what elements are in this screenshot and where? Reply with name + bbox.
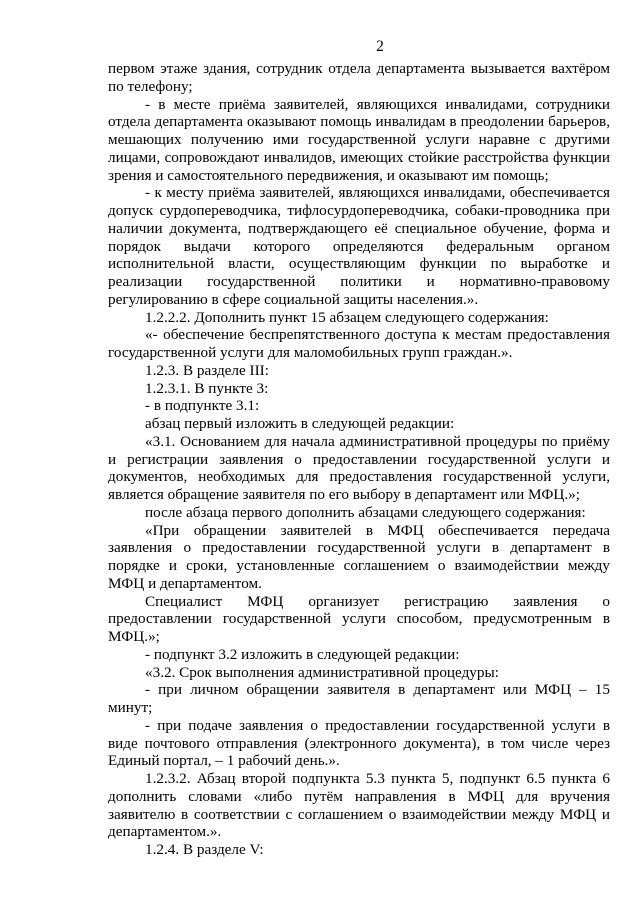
paragraph-quote: «При обращении заявителей в МФЦ обеспечивается передача заявления о предоставлении государственной услуги в департамент в порядке и сроки, установленные соглашением о взаимодействии между МФЦ и департаментом. — [108, 521, 610, 592]
paragraph-list-item: - в месте приёма заявителей, являющихся инвалидами, сотрудники отдела департамента оказывают помощь инвалидам в преодолении барьеров, мешающих получению ими государственной услуги наравне с другими лицами, сопровождают инвалидов, имеющих стойкие расстройства функции зрения и самостоятельного передвижения, и оказывают им помощь; — [108, 95, 610, 184]
page-number: 2 — [376, 38, 384, 55]
paragraph-clause: 1.2.2.2. Дополнить пункт 15 абзацем следующего содержания: — [145, 308, 549, 326]
paragraph-list-item: - в подпункте 3.1: — [145, 397, 260, 415]
paragraph-clause: 1.2.3.1. В пункте 3: — [145, 379, 269, 397]
paragraph-clause: 1.2.4. В разделе V: — [145, 841, 264, 858]
paragraph-list-item: - при личном обращении заявителя в департамент или МФЦ – 15 минут; — [108, 681, 610, 716]
paragraph-text: Специалист МФЦ организует регистрацию заявления о предоставлении государственной услуги способом, предусмотренным в МФЦ.»; — [108, 592, 610, 645]
paragraph-list-item: - к месту приёма заявителей, являющихся инвалидами, обеспечивается допуск сурдопереводчика, тифлосурдопереводчика, собаки-проводника при наличии документа, подтверждающего её специальное обучение, форма и порядок выдачи которого определяются федеральным органом исполнительной власти, осуществляющим функции по выработке и реализации государственной политики и нормативно-правовому регулированию в сфере социальной защиты населения.». — [108, 184, 610, 308]
paragraph-list-item: - подпункт 3.2 изложить в следующей редакции: — [145, 645, 460, 663]
paragraph-quote: «3.1. Основанием для начала административной процедуры по приёму и регистрации заявления о предоставлении государственной услуги и документов, необходимых для предоставления государственной услуги, является обращение заявителя по его выбору в департамент или МФЦ.»; — [108, 432, 610, 503]
paragraph-quote: «- обеспечение беспрепятственного доступа к местам предоставления государственной услуги для маломобильных групп граждан.». — [108, 326, 610, 361]
paragraph-text: абзац первый изложить в следующей редакции: — [145, 415, 455, 432]
paragraph-quote: «3.2. Срок выполнения административной процедуры: — [145, 663, 499, 681]
document-body — [108, 60, 610, 859]
paragraph-clause: 1.2.3.2. Абзац второй подпункта 5.3 пункта 5, подпункт 6.5 пункта 6 дополнить словами «либо путём направления в МФЦ для вручения заявителю в соответствии с соглашением о взаимодействии между МФЦ и департаментом.». — [108, 770, 610, 841]
paragraph-text: после абзаца первого дополнить абзацами следующего содержания: — [145, 503, 586, 521]
paragraph-continuation: первом этаже здания, сотрудник отдела департамента вызывается вахтёром по телефону; — [108, 60, 610, 95]
paragraph-list-item: - при подаче заявления о предоставлении государственной услуги в виде почтового отправления (электронного документа), в том числе через Единый портал, – 1 рабочий день.». — [108, 716, 610, 770]
paragraph-clause: 1.2.3. В разделе III: — [145, 361, 269, 379]
